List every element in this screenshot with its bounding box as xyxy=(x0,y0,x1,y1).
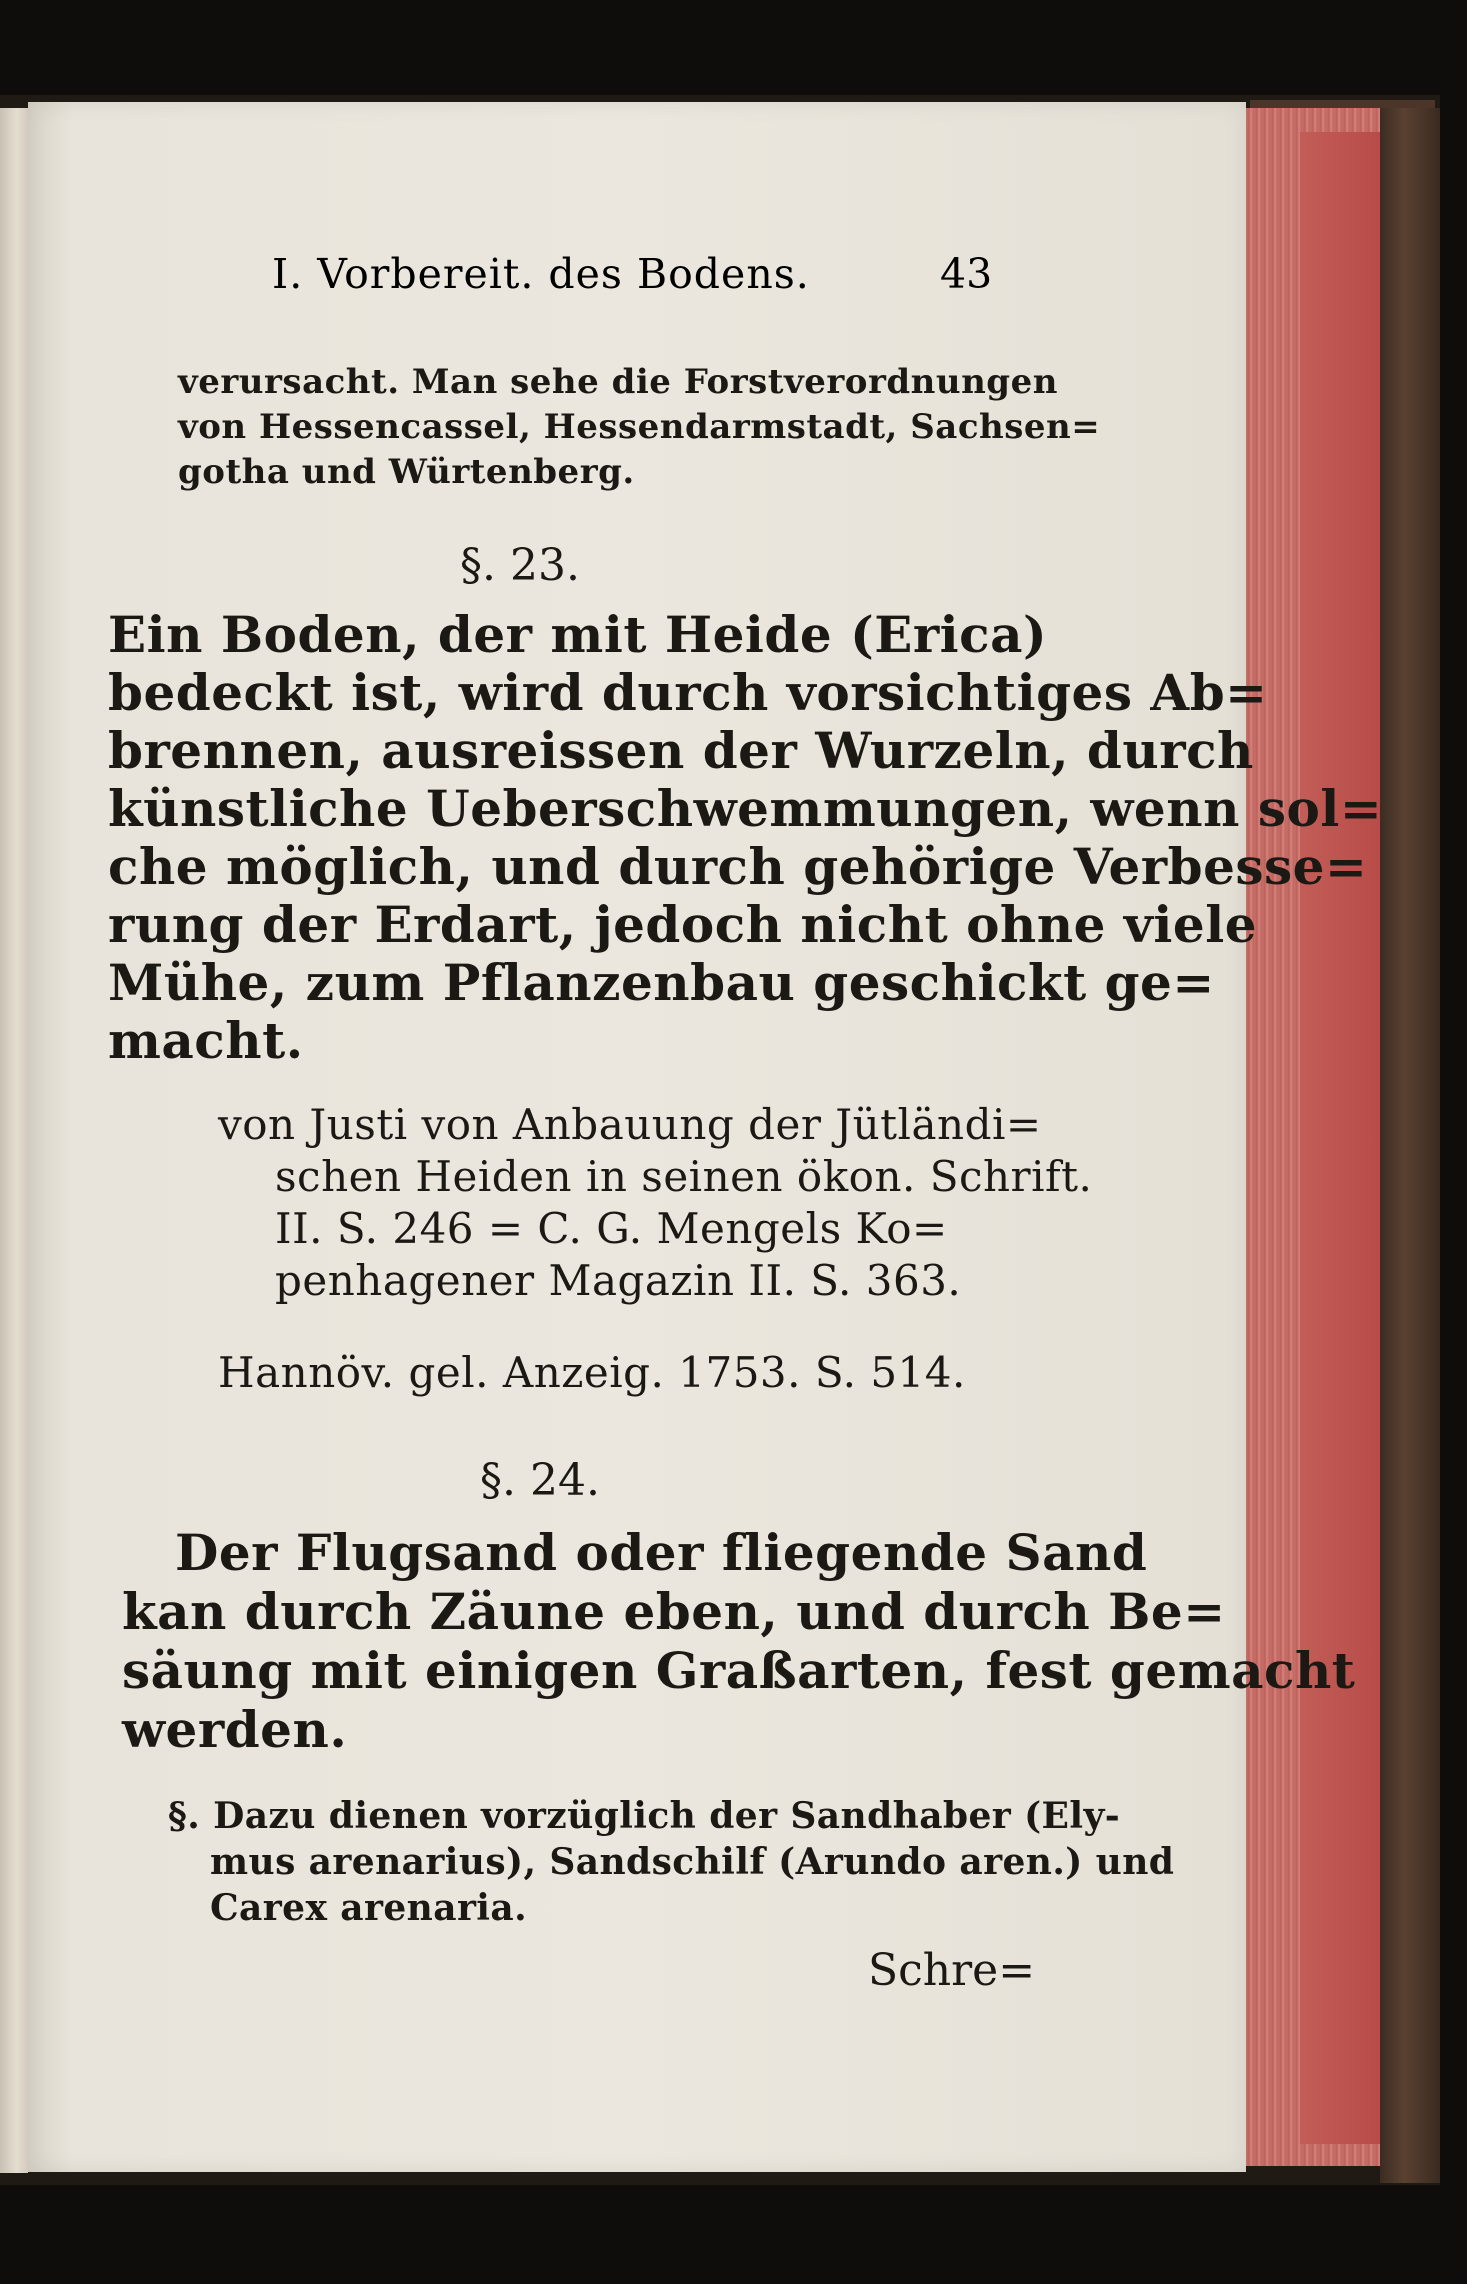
reference-line: Hannöv. gel. Anzeig. 1753. S. 514. xyxy=(218,1348,966,1397)
paragraph-line: werden. xyxy=(122,1700,348,1759)
page-number: 43 xyxy=(940,250,993,298)
paragraph-line: Der Flugsand oder fliegende Sand xyxy=(175,1523,1148,1582)
section-heading: §. 24. xyxy=(480,1455,600,1506)
carryover-line: verursacht. Man sehe die Forstverordnungen xyxy=(178,362,1058,402)
paragraph-line: künstliche Ueberschwemmungen, wenn sol= xyxy=(108,779,1383,838)
reference-line: von Justi von Anbauung der Jütländi= xyxy=(218,1100,1042,1149)
paragraph-line: Mühe, zum Pflanzenbau geschickt ge= xyxy=(108,953,1215,1012)
book-cover-spine xyxy=(1380,108,1440,2183)
page-header xyxy=(150,250,993,310)
footnote-line: mus arenarius), Sandschilf (Arundo aren.) und xyxy=(210,1841,1175,1883)
carryover-line: von Hessencassel, Hessendarmstadt, Sachsen= xyxy=(178,407,1101,447)
running-head: I. Vorbereit. des Bodens. xyxy=(272,250,810,298)
page-edges-inner xyxy=(1300,132,1380,2144)
paragraph-line: rung der Erdart, jedoch nicht ohne viele xyxy=(108,895,1258,954)
paragraph-line: Ein Boden, der mit Heide (Erica) xyxy=(108,605,1048,664)
paragraph-line: macht. xyxy=(108,1011,304,1070)
reference-line: penhagener Magazin II. S. 363. xyxy=(275,1256,962,1305)
footnote-line: §. Dazu dienen vorzüglich der Sandhaber (Ely- xyxy=(168,1795,1121,1837)
footnote-line: Carex arenaria. xyxy=(210,1887,528,1929)
paragraph-line: säung mit einigen Graßarten, fest gemacht xyxy=(122,1641,1356,1700)
carryover-line: gotha und Würtenberg. xyxy=(178,452,635,492)
paragraph-line: bedeckt ist, wird durch vorsichtiges Ab= xyxy=(108,663,1268,722)
section-heading: §. 23. xyxy=(460,540,580,591)
catchword: Schre= xyxy=(868,1945,1036,1996)
paragraph-line: kan durch Zäune eben, und durch Be= xyxy=(122,1582,1226,1641)
reference-line: II. S. 246 = C. G. Mengels Ko= xyxy=(275,1204,948,1253)
reference-line: schen Heiden in seinen ökon. Schrift. xyxy=(275,1152,1093,1201)
paragraph-line: brennen, ausreissen der Wurzeln, durch xyxy=(108,721,1254,780)
previous-page-edge xyxy=(0,108,28,2173)
paragraph-line: che möglich, und durch gehörige Verbesse= xyxy=(108,837,1368,896)
